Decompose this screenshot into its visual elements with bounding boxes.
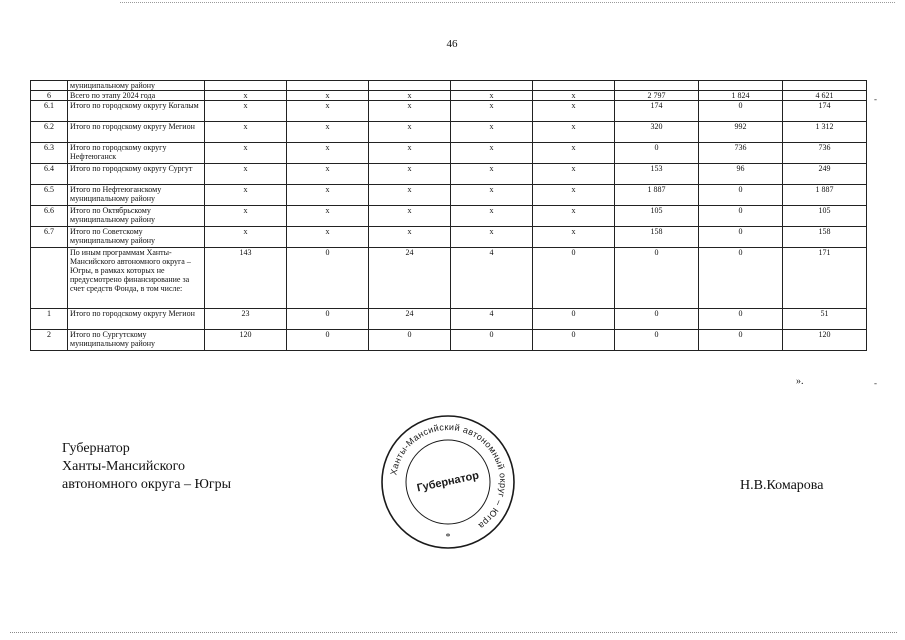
row-name-cell: Итого по городскому округу Когалым <box>68 101 205 122</box>
value-cell: 51 <box>783 309 867 330</box>
margin-mark-top: - <box>874 94 877 104</box>
value-cell: х <box>451 143 533 164</box>
value-cell: х <box>451 206 533 227</box>
official-seal <box>378 412 518 552</box>
row-number-cell: 6.2 <box>31 122 68 143</box>
value-cell: х <box>287 101 369 122</box>
value-cell: 0 <box>699 185 783 206</box>
value-cell: х <box>205 227 287 248</box>
value-cell: 4 <box>451 248 533 309</box>
value-cell: х <box>287 91 369 101</box>
row-number-cell: 6.5 <box>31 185 68 206</box>
value-cell: х <box>451 101 533 122</box>
value-cell: х <box>451 185 533 206</box>
value-cell: х <box>533 101 615 122</box>
value-cell <box>615 81 699 91</box>
value-cell <box>699 81 783 91</box>
value-cell: 992 <box>699 122 783 143</box>
value-cell: 4 <box>451 309 533 330</box>
row-number-cell: 6 <box>31 91 68 101</box>
page-number: 46 <box>446 38 458 50</box>
row-name-cell: Итого по Нефтеюганскому муниципальному району <box>68 185 205 206</box>
value-cell: 0 <box>533 248 615 309</box>
value-cell <box>205 81 287 91</box>
value-cell: х <box>533 91 615 101</box>
value-cell: 105 <box>783 206 867 227</box>
value-cell <box>533 81 615 91</box>
value-cell: 0 <box>369 330 451 351</box>
table-row <box>31 101 867 122</box>
table-row <box>31 143 867 164</box>
value-cell <box>451 81 533 91</box>
scan-edge-bottom <box>10 632 897 634</box>
table-row <box>31 91 867 101</box>
row-name-cell: Итого по городскому округу Мегион <box>68 122 205 143</box>
row-number-cell: 6.6 <box>31 206 68 227</box>
row-name-cell: Всего по этапу 2024 года <box>68 91 205 101</box>
value-cell: 1 887 <box>615 185 699 206</box>
value-cell: 0 <box>287 309 369 330</box>
closing-quote-mark: ». <box>796 376 804 387</box>
value-cell: х <box>205 206 287 227</box>
table-row <box>31 122 867 143</box>
value-cell: х <box>451 164 533 185</box>
value-cell: х <box>287 122 369 143</box>
value-cell: 120 <box>205 330 287 351</box>
value-cell: 174 <box>783 101 867 122</box>
value-cell: 0 <box>615 309 699 330</box>
value-cell: 0 <box>699 309 783 330</box>
value-cell: х <box>369 185 451 206</box>
value-cell: 4 621 <box>783 91 867 101</box>
value-cell: 0 <box>615 248 699 309</box>
value-cell: 0 <box>533 309 615 330</box>
table-row <box>31 206 867 227</box>
value-cell: х <box>533 164 615 185</box>
value-cell: 143 <box>205 248 287 309</box>
value-cell: 320 <box>615 122 699 143</box>
value-cell <box>287 81 369 91</box>
value-cell: 1 824 <box>699 91 783 101</box>
value-cell: 0 <box>699 227 783 248</box>
row-number-cell: 1 <box>31 309 68 330</box>
signatory-title-line-1: Губернатор <box>62 441 130 456</box>
value-cell: 174 <box>615 101 699 122</box>
value-cell: 1 887 <box>783 185 867 206</box>
value-cell: х <box>287 206 369 227</box>
row-name-cell: Итого по Советскому муниципальному району <box>68 227 205 248</box>
row-number-cell: 6.7 <box>31 227 68 248</box>
row-number-cell: 6.1 <box>31 101 68 122</box>
value-cell: 24 <box>369 248 451 309</box>
scan-edge-top <box>120 2 895 4</box>
value-cell: х <box>451 122 533 143</box>
signatory-title-line-3: автономного округа – Югры <box>62 477 231 492</box>
seal-ring-text: Ханты-Мансийский автономный округ – Югра <box>388 421 509 532</box>
value-cell: х <box>205 101 287 122</box>
row-name-cell: Итого по Октябрьскому муниципальному району <box>68 206 205 227</box>
value-cell: х <box>533 122 615 143</box>
value-cell <box>783 81 867 91</box>
value-cell: х <box>205 122 287 143</box>
value-cell: х <box>205 143 287 164</box>
value-cell: 0 <box>699 101 783 122</box>
value-cell: х <box>533 185 615 206</box>
margin-mark-bottom: - <box>874 378 877 388</box>
row-name-cell: Итого по городскому округу Сургут <box>68 164 205 185</box>
value-cell: 158 <box>783 227 867 248</box>
seal-center-text: Губернатор <box>415 469 481 495</box>
row-number-cell <box>31 248 68 309</box>
signer-name: Н.В.Комарова <box>740 478 824 493</box>
value-cell: 0 <box>451 330 533 351</box>
value-cell: 24 <box>369 309 451 330</box>
value-cell: х <box>451 227 533 248</box>
value-cell: х <box>369 143 451 164</box>
value-cell: х <box>533 227 615 248</box>
value-cell: х <box>287 227 369 248</box>
value-cell: х <box>533 143 615 164</box>
row-number-cell: 6.3 <box>31 143 68 164</box>
value-cell: х <box>287 185 369 206</box>
value-cell: х <box>369 91 451 101</box>
row-name-cell: Итого по Сургутскому муниципальному району <box>68 330 205 351</box>
value-cell: 0 <box>615 330 699 351</box>
value-cell: 120 <box>783 330 867 351</box>
value-cell: 0 <box>615 143 699 164</box>
signatory-title <box>62 440 231 494</box>
table-row <box>31 227 867 248</box>
value-cell: 23 <box>205 309 287 330</box>
value-cell: 736 <box>783 143 867 164</box>
value-cell: х <box>287 143 369 164</box>
value-cell: 736 <box>699 143 783 164</box>
value-cell: х <box>287 164 369 185</box>
value-cell: 171 <box>783 248 867 309</box>
budget-table-body <box>31 81 867 351</box>
value-cell: 249 <box>783 164 867 185</box>
value-cell: 0 <box>533 330 615 351</box>
value-cell: х <box>369 206 451 227</box>
row-number-cell <box>31 81 68 91</box>
value-cell: 0 <box>287 248 369 309</box>
table-row <box>31 185 867 206</box>
table-row <box>31 81 867 91</box>
value-cell: 0 <box>699 206 783 227</box>
value-cell: 2 797 <box>615 91 699 101</box>
value-cell: х <box>369 227 451 248</box>
value-cell <box>369 81 451 91</box>
value-cell: х <box>369 164 451 185</box>
value-cell: 1 312 <box>783 122 867 143</box>
row-name-cell: Итого по городскому округу Нефтеюганск <box>68 143 205 164</box>
value-cell: 158 <box>615 227 699 248</box>
table-row <box>31 330 867 351</box>
row-name-cell: муниципальному району <box>68 81 205 91</box>
value-cell: х <box>205 164 287 185</box>
value-cell: 105 <box>615 206 699 227</box>
value-cell: х <box>369 122 451 143</box>
value-cell: х <box>369 101 451 122</box>
row-number-cell: 2 <box>31 330 68 351</box>
value-cell: х <box>205 185 287 206</box>
budget-table <box>30 80 867 351</box>
table-row <box>31 309 867 330</box>
value-cell: 0 <box>287 330 369 351</box>
table-row <box>31 164 867 185</box>
table-row <box>31 248 867 309</box>
row-name-cell: По иным программам Ханты-Мансийского автономного округа – Югры, в рамках которых не предусмотрено финансирование за счет средств Фонда, в том числе: <box>68 248 205 309</box>
value-cell: 0 <box>699 248 783 309</box>
value-cell: 96 <box>699 164 783 185</box>
value-cell: 0 <box>699 330 783 351</box>
row-name-cell: Итого по городскому округу Мегион <box>68 309 205 330</box>
signatory-title-line-2: Ханты-Мансийского <box>62 459 186 474</box>
value-cell: х <box>451 91 533 101</box>
value-cell: х <box>533 206 615 227</box>
svg-text:*: * <box>445 532 451 543</box>
row-number-cell: 6.4 <box>31 164 68 185</box>
value-cell: 153 <box>615 164 699 185</box>
value-cell: х <box>205 91 287 101</box>
